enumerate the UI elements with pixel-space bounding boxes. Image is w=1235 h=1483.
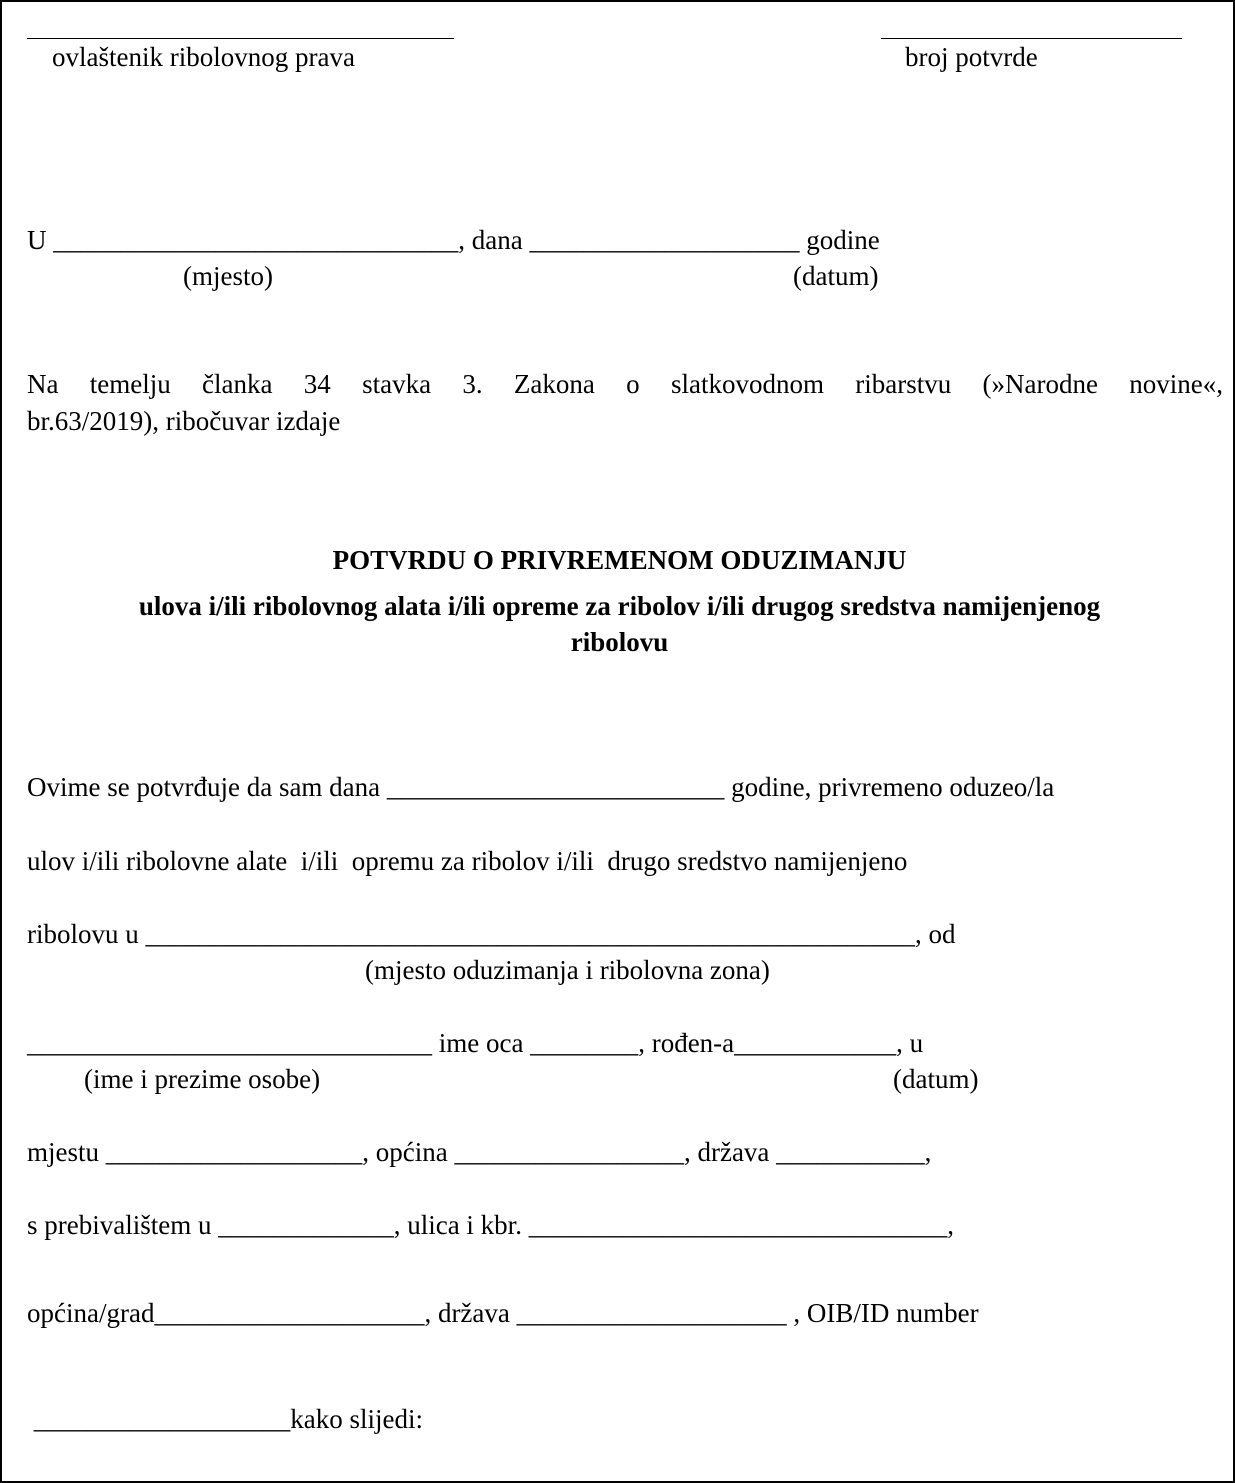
confirmation-number-line <box>881 38 1182 39</box>
place-hint: (mjesto) <box>183 261 273 291</box>
body-line-3: ribolovu u _________________________________________________________, od <box>27 919 956 949</box>
issuer-label: ovlaštenik ribolovnog prava <box>52 42 355 72</box>
intro-line-1: Na temelju članka 34 stavka 3. Zakona o slatkovodnom ribarstvu (»Narodne novine«, <box>27 369 1223 399</box>
seizure-place-hint: (mjesto oduzimanja i ribolovna zona) <box>365 955 770 985</box>
body-line-4: ______________________________ ime oca ________, rođen-a____________, u <box>27 1028 924 1058</box>
body-line-8: ___________________kako slijedi: <box>27 1404 423 1434</box>
document-subtitle-2: ribolovu <box>570 627 669 657</box>
confirmation-number-label: broj potvrde <box>905 42 1038 72</box>
birth-date-hint: (datum) <box>893 1064 979 1094</box>
body-line-2: ulov i/ili ribolovne alate i/ili opremu za ribolov i/ili drugo sredstvo namijenjeno <box>27 846 908 876</box>
place-date-line: U ______________________________, dana ____________________ godine <box>27 225 880 255</box>
body-line-6: s prebivalištem u _____________, ulica i kbr. _______________________________, <box>27 1210 954 1240</box>
person-name-hint: (ime i prezime osobe) <box>84 1064 321 1094</box>
issuer-signature-line <box>27 38 454 39</box>
body-line-1: Ovime se potvrđuje da sam dana _________________________ godine, privremeno oduzeo/la <box>27 772 1055 802</box>
body-line-5: mjestu ___________________, općina _________________, država ___________, <box>27 1137 932 1167</box>
body-line-7: općina/grad____________________, država ____________________ , OIB/ID number <box>27 1298 979 1328</box>
intro-line-2: br.63/2019), ribočuvar izdaje <box>27 406 341 436</box>
document-subtitle-1: ulova i/ili ribolovnog alata i/ili opreme za ribolov i/ili drugog sredstva namijenjenog <box>138 591 1101 621</box>
date-hint: (datum) <box>793 261 879 291</box>
document-title: POTVRDU O PRIVREMENOM ODUZIMANJU <box>332 545 907 575</box>
